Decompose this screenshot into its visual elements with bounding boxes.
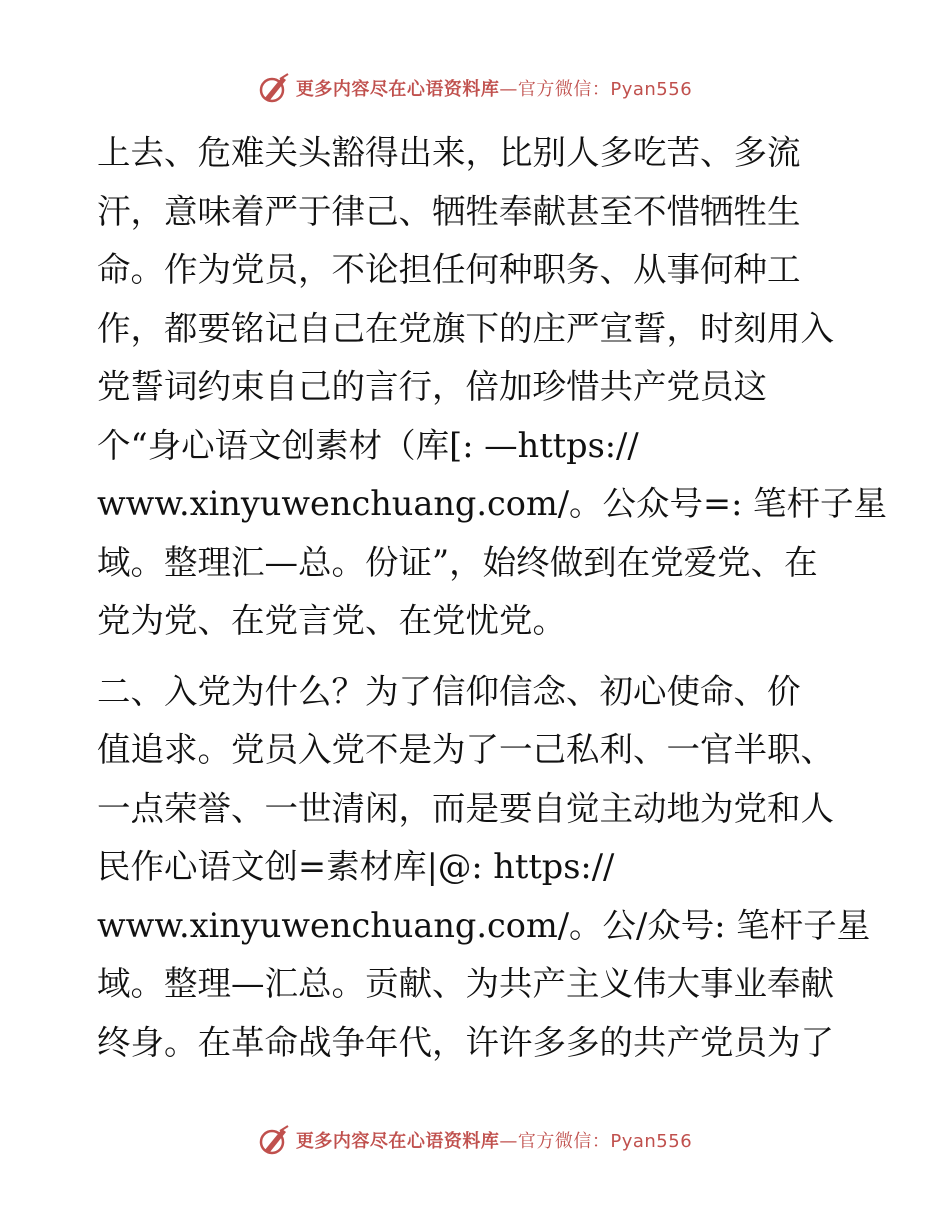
text-line: 值追求。党员入党不是为了一己私利、一官半职、 xyxy=(97,730,834,769)
quill-logo-icon xyxy=(258,72,290,104)
banner-contact-text: —官方微信：Pyan556 xyxy=(499,1131,693,1152)
text-line: 党誓词约束自己的言行，倍加珍惜共产党员这 xyxy=(97,367,767,406)
banner-contact-text: —官方微信：Pyan556 xyxy=(499,79,693,100)
paragraph xyxy=(97,124,887,651)
paragraph xyxy=(97,663,871,1073)
text-line: 终身。在革命战争年代，许许多多的共产党员为了 xyxy=(97,1022,834,1062)
text-line: 作，都要铭记自己在党旗下的庄严宣誓，时刻用入 xyxy=(97,308,834,348)
banner-lead-text: 更多内容尽在心语资料库 xyxy=(295,79,500,100)
text-line: www.xinyuwenchuang.com/。公众号=: 笔杆子星 xyxy=(97,484,887,523)
quill-logo-icon xyxy=(258,1124,290,1156)
text-line: 党为党、在党言党、在党忧党。 xyxy=(97,601,566,640)
text-line: 个“身心语文创素材（库[: —https:// xyxy=(97,425,639,465)
text-line: 汗，意味着严于律己、牺牲奉献甚至不惜牺牲生 xyxy=(97,191,801,231)
text-line: 民作心语文创=素材库|@: https:// xyxy=(97,847,615,886)
document-body xyxy=(97,124,887,1072)
text-line: 上去、危难关头豁得出来，比别人多吃苦、多流 xyxy=(97,133,801,172)
text-line: 命。作为党员，不论担任何种职务、从事何种工 xyxy=(97,250,801,289)
text-line: www.xinyuwenchuang.com/。公/众号: 笔杆子星 xyxy=(97,905,871,945)
text-line: 一点荣誉、一世清闲，而是要自觉主动地为党和人 xyxy=(97,788,834,828)
text-line: 域。整理汇—总。份证”，始终做到在党爱党、在 xyxy=(97,542,818,582)
text-line: 域。整理—汇总。贡献、为共产主义伟大事业奉献 xyxy=(97,964,834,1003)
text-line: 二、入党为什么？为了信仰信念、初心使命、价 xyxy=(97,671,801,711)
footer-watermark xyxy=(0,1124,950,1156)
header-watermark xyxy=(0,72,950,104)
banner-lead-text: 更多内容尽在心语资料库 xyxy=(295,1131,500,1152)
